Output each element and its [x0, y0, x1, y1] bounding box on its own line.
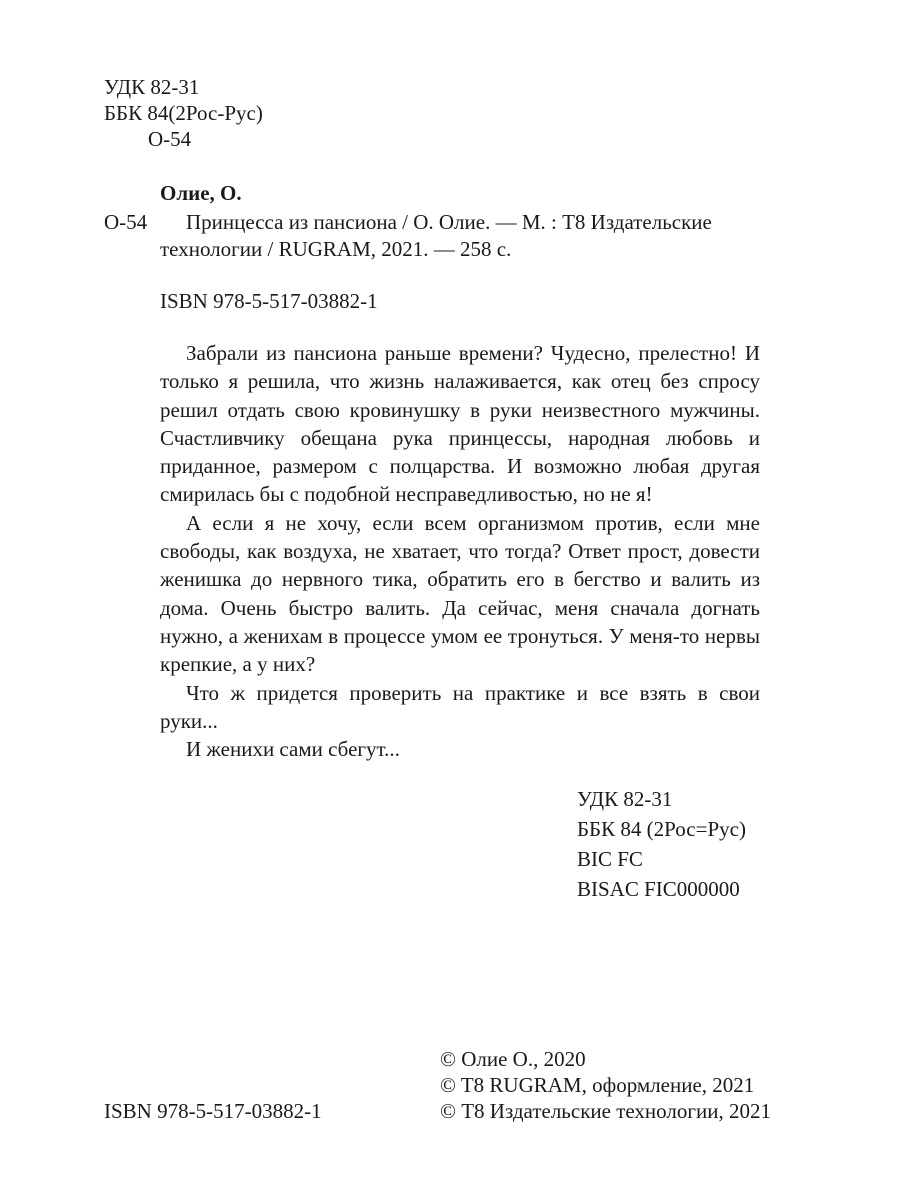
- annotation-paragraph-1: Забрали из пансиона раньше времени? Чудесно, прелестно! И только я решила, что жизнь налаживается, как отец без спросу решил отдать свою кровинушку в руки неизвестного мужчины. Счастливчику обещана рука принцессы, народная любовь и приданное, размером с полцарства. И возможно любая другая смирилась бы с подобной несправедливостью, но не я!: [160, 341, 760, 507]
- bic-code: BIC FC: [577, 847, 643, 871]
- annotation-paragraph-3: Что ж придется проверить на практике и все взять в свои руки...: [160, 680, 760, 733]
- bbk-code-top: ББК 84(2Рос-Рус): [104, 101, 263, 125]
- bibliographic-title-line-2: технологии / RUGRAM, 2021. — 258 с.: [160, 237, 512, 261]
- bbk-code: ББК 84 (2Рос=Рус): [577, 817, 746, 841]
- udk-code-top: УДК 82-31: [104, 75, 200, 99]
- copyright-publisher: © Т8 Издательские технологии, 2021: [440, 1099, 771, 1123]
- annotation: [160, 339, 760, 763]
- bisac-code: BISAC FIC000000: [577, 877, 740, 901]
- isbn-footer: ISBN 978-5-517-03882-1: [104, 1099, 322, 1123]
- copyright-block: [440, 1046, 771, 1124]
- classification-block: [577, 784, 746, 904]
- copyright-author: © Олие О., 2020: [440, 1047, 586, 1071]
- annotation-paragraph-2: А если я не хочу, если всем организмом против, если мне свободы, как воздуха, не хватает, что тогда? Ответ прост, довести женишка до нервного тика, обратить его в бегство и валить из дома. Очень быстро валить. Да сейчас, меня сначала догнать нужно, а женихам в процессе умом ее тронуться. У меня-то нервы крепкие, а у них?: [160, 510, 760, 677]
- copyright-design: © T8 RUGRAM, оформление, 2021: [440, 1073, 755, 1097]
- author-mark-top: О-54: [148, 127, 192, 151]
- author-name: Олие, О.: [160, 181, 242, 205]
- udk-code: УДК 82-31: [577, 787, 673, 811]
- author-mark: О-54: [104, 210, 148, 234]
- annotation-paragraph-4: И женихи сами сбегут...: [186, 737, 400, 762]
- isbn-record: ISBN 978-5-517-03882-1: [160, 289, 378, 313]
- bibliographic-title-line-1: Принцесса из пансиона / О. Олие. — М. : Т8 Издательские: [186, 210, 712, 234]
